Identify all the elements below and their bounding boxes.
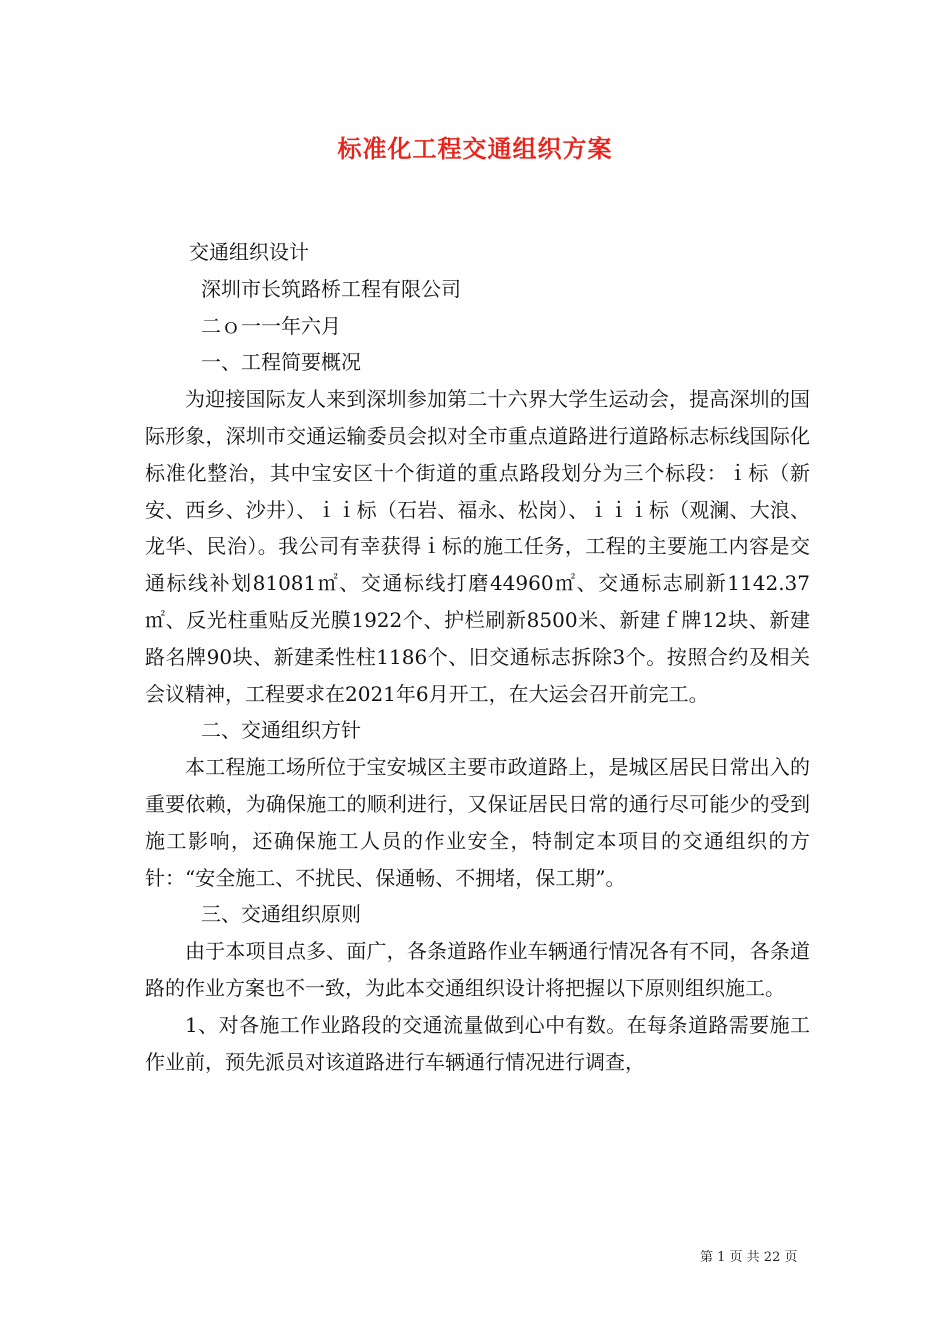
document-title: 标准化工程交通组织方案	[337, 134, 613, 163]
document-date: 二ｏ一一年六月	[201, 313, 341, 338]
section-heading-1: 一、工程简要概况	[201, 350, 361, 375]
paragraph-project-overview: 为迎接国际友人来到深圳参加第二十六界大学生运动会，提高深圳的国际形象，深圳市交通运输委员会拟对全市重点道路进行道路标志标线国际化标准化整治，其中宝安区十个街道的重点路段划分为三个标段：ｉ标（新安、西乡、沙井）、ｉｉ标（石岩、福永、松岗）、ｉｉｉ标（观澜、大浪、龙华、民治）。我公司有幸获得ｉ标的施工任务，工程的主要施工内容是交通标线补划81081㎡、交通标线打磨44960㎡、交通标志刷新1142.37㎡、反光柱重贴反光膜1922个、护栏刷新8500米、新建ｆ牌12块、新建路名牌90块、新建柔性柱1186个、旧交通标志拆除3个。按照合约及相关会议精神，工程要求在2021年6月开工，在大运会召开前完工。	[145, 387, 810, 706]
document-body	[145, 234, 810, 1080]
section-heading-2: 二、交通组织方针	[201, 718, 361, 743]
company-name: 深圳市长筑路桥工程有限公司	[201, 276, 461, 301]
paragraph-traffic-policy: 本工程施工场所位于宝安城区主要市政道路上，是城区居民日常出入的重要依赖，为确保施工的顺利进行，又保证居民日常的通行尽可能少的受到施工影响，还确保施工人员的作业安全，特制定本项目的交通组织的方针：“安全施工、不扰民、保通畅、不拥堵，保工期”。	[145, 755, 810, 890]
section-heading-3: 三、交通组织原则	[201, 902, 361, 927]
heading-line-1: 交通组织设计	[189, 240, 309, 264]
page-number: 第 1 页 共 22 页	[700, 1250, 798, 1265]
paragraph-principle-1: 1、对各施工作业路段的交通流量做到心中有数。在每条道路需要施工作业前，预先派员对该道路进行车辆通行情况进行调查，	[145, 1012, 810, 1074]
paragraph-traffic-principles: 由于本项目点多、面广，各条道路作业车辆通行情况各有不同，各条道路的作业方案也不一致，为此本交通组织设计将把握以下原则组织施工。	[145, 939, 810, 1000]
